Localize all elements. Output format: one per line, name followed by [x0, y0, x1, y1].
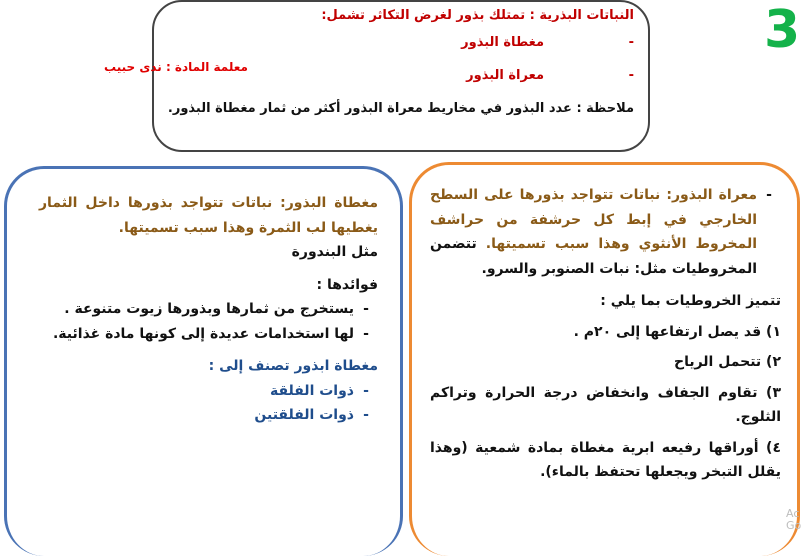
feature-item: ١) قد يصل ارتفاعها إلى ٢٠م .	[573, 323, 781, 340]
intro-item-label: معراة البذور	[466, 68, 544, 83]
classify-title: مغطاة ابذور تصنف إلى :	[208, 358, 378, 374]
page-number: 3	[764, 0, 801, 60]
feature-item: ٢) تتحمل الرياح	[673, 354, 781, 370]
gymnosperms-term: معراة البذور:	[666, 187, 757, 203]
gymnosperms-card	[409, 162, 800, 556]
dash-marker: -	[363, 407, 369, 423]
feature-item: ٤) أوراقها رفيعه ابرية مغطاة بمادة شمعية (وهذا يقلل التبخر ويجعلها تحتفظ بالماء).	[430, 439, 781, 480]
gymnosperms-extra: تتضمن المخروطيات مثل: نبات الصنوبر والسرو.	[430, 236, 757, 277]
activation-watermark	[786, 508, 801, 532]
dash-marker: -	[363, 382, 369, 399]
class-item	[39, 403, 378, 428]
dash-marker: -	[628, 68, 634, 83]
class-item	[39, 379, 378, 404]
class-label: ذوات الفلقتين	[254, 407, 354, 423]
gymnosperms-definition	[430, 183, 781, 281]
feature-item: ٣) تقاوم الجفاف وانخفاض درجة الحرارة وتراكم الثلوج.	[430, 384, 781, 425]
features-title: تتميز الخروطيات بما يلي :	[600, 293, 781, 309]
angiosperms-card	[4, 166, 403, 556]
dash-marker: -	[363, 325, 369, 342]
dash-marker: -	[628, 35, 634, 50]
class-label: ذوات الفلقة	[269, 382, 354, 399]
teacher-name: معلمة المادة : ندى حبيب	[104, 60, 248, 74]
angiosperms-definition	[39, 191, 378, 240]
benefit-text: لها استخدامات عديدة إلى كونها مادة غذائية.	[52, 325, 354, 342]
intro-box	[104, 0, 650, 152]
intro-item-angiosperms	[164, 35, 634, 50]
dash-marker: -	[363, 301, 369, 317]
gymnosperms-definition-text	[430, 183, 757, 281]
angiosperms-definition-body: نباتات تتواجد بذورها داخل الثمار يغطيها لب الثمرة وهذا سبب تسميتها.	[39, 195, 378, 236]
gymnosperms-features	[430, 289, 781, 485]
benefits-title: فوائدها :	[316, 276, 378, 293]
intro-heading: النباتات البذرية : تمتلك بذور لغرض التكاثر تشمل:	[321, 8, 634, 23]
intro-note: ملاحظة : عدد البذور في مخاريط معراة البذور أكثر من ثمار مغطاة البذور.	[167, 101, 634, 116]
intro-item-label: مغطاة البذور	[461, 35, 544, 50]
watermark-line: Ac	[786, 507, 800, 520]
benefit-item	[39, 322, 378, 347]
benefit-text: يستخرج من ثمارها وبذورها زيوت متنوعة .	[64, 301, 354, 317]
bullet-marker: -	[766, 187, 772, 203]
benefit-item	[39, 297, 378, 322]
angiosperms-example: مثل البندورة	[291, 244, 378, 260]
watermark-line: Go	[786, 519, 802, 533]
angiosperms-term: مغطاة البذور:	[280, 195, 378, 211]
gymnosperms-definition-body: نباتات تتواجد بذورها على السطح الخارجي في إبط كل حرشفة من حراشف المخروط الأنثوي وهذا سبب تسميتها.	[430, 187, 757, 252]
